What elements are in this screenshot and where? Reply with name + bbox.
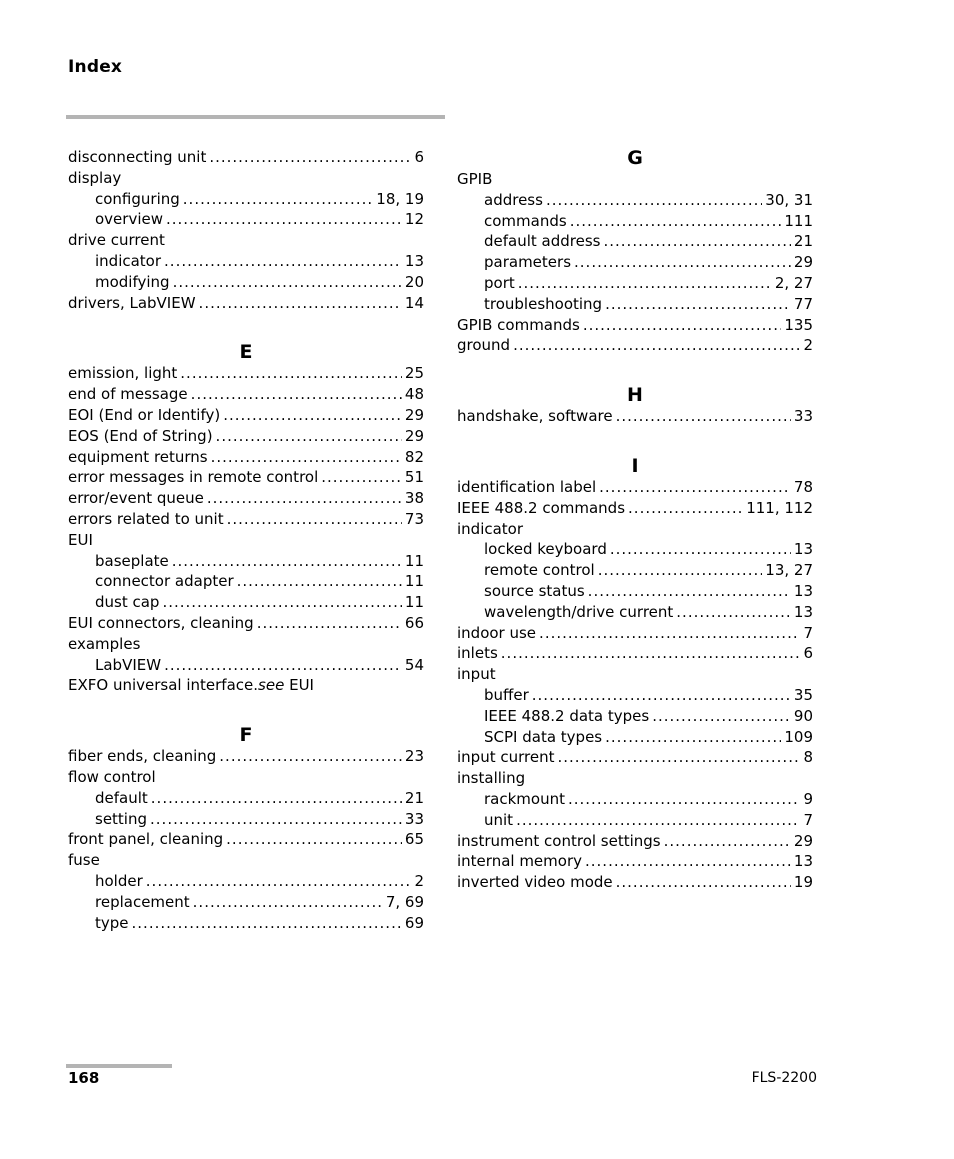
entry-term: type xyxy=(95,913,129,932)
index-section xyxy=(68,341,424,696)
entry-term: error messages in remote control xyxy=(68,468,319,487)
index-subentry xyxy=(457,252,813,273)
index-entry xyxy=(68,230,424,251)
entry-pages: 78 xyxy=(793,477,813,496)
entry-term: ground xyxy=(457,336,511,355)
entry-term: input xyxy=(457,665,496,684)
entry-pages: 2, 27 xyxy=(774,273,813,292)
entry-term: wavelength/drive current xyxy=(484,602,674,621)
index-entry xyxy=(457,623,813,644)
dot-leader xyxy=(610,539,791,560)
entry-pages: 109 xyxy=(784,727,813,746)
index-subentry xyxy=(68,892,424,913)
dot-leader xyxy=(605,294,791,315)
index-entry xyxy=(457,643,813,664)
dot-leader xyxy=(532,685,791,706)
index-entry xyxy=(457,315,813,336)
entry-pages: 38 xyxy=(404,489,424,508)
entry-pages: 111, 112 xyxy=(746,498,813,517)
entry-term: EOI (End or Identify) xyxy=(68,405,221,424)
entry-term: equipment returns xyxy=(68,447,208,466)
index-section xyxy=(457,455,813,893)
entry-pages: 29 xyxy=(404,426,424,445)
entry-pages: 13 xyxy=(793,852,813,871)
entry-term: indicator xyxy=(95,251,162,270)
index-entry xyxy=(68,675,424,696)
dot-leader xyxy=(321,467,402,488)
dot-leader xyxy=(616,872,791,893)
entry-term: baseplate xyxy=(95,551,169,570)
index-entry xyxy=(457,831,813,852)
index-subentry xyxy=(68,655,424,676)
entry-term: locked keyboard xyxy=(484,540,607,559)
see-target: EUI xyxy=(289,676,314,695)
index-entry xyxy=(457,335,813,356)
dot-leader xyxy=(209,147,411,168)
index-entry xyxy=(457,768,813,789)
dot-leader xyxy=(216,426,402,447)
see-reference: see xyxy=(258,676,285,695)
entry-pages: 7 xyxy=(803,810,813,829)
page-title: Index xyxy=(68,57,123,77)
entry-pages: 6 xyxy=(803,644,813,663)
entry-term: GPIB xyxy=(457,170,493,188)
entry-term: replacement xyxy=(95,892,190,911)
entry-pages: 7 xyxy=(803,623,813,642)
entry-pages: 11 xyxy=(404,551,424,570)
entry-pages: 13 xyxy=(404,251,424,270)
dot-leader xyxy=(191,384,402,405)
entry-term: EOS (End of String) xyxy=(68,426,213,445)
entry-pages: 65 xyxy=(404,830,424,849)
entry-pages: 2 xyxy=(414,871,424,890)
index-subentry xyxy=(457,560,813,581)
entry-pages: 77 xyxy=(793,294,813,313)
entry-pages: 13, 27 xyxy=(765,561,813,580)
dot-leader xyxy=(172,551,402,572)
dot-leader xyxy=(226,829,402,850)
entry-pages: 23 xyxy=(404,747,424,766)
entry-pages: 11 xyxy=(404,593,424,612)
dot-leader xyxy=(223,405,402,426)
index-entry xyxy=(457,519,813,540)
index-entry xyxy=(68,613,424,634)
index-subentry xyxy=(68,551,424,572)
entry-term: examples xyxy=(68,634,141,653)
dot-leader xyxy=(513,335,800,356)
entry-pages: 8 xyxy=(803,748,813,767)
entry-term: SCPI data types xyxy=(484,727,603,746)
entry-term: handshake, software xyxy=(457,407,613,426)
index-subentry xyxy=(68,913,424,934)
index-subentry xyxy=(68,209,424,230)
entry-term: inverted video mode xyxy=(457,873,613,892)
entry-pages: 7, 69 xyxy=(385,892,424,911)
entry-term: port xyxy=(484,273,515,292)
index-entry xyxy=(457,498,813,519)
dot-leader xyxy=(162,592,401,613)
dot-leader xyxy=(257,613,402,634)
dot-leader xyxy=(676,602,791,623)
index-subentry xyxy=(457,231,813,252)
entry-pages: 19 xyxy=(793,873,813,892)
dot-leader xyxy=(539,623,800,644)
index-entry xyxy=(68,634,424,655)
dot-leader xyxy=(516,810,800,831)
index-entry xyxy=(457,406,813,427)
index-entry xyxy=(457,872,813,893)
section-letter: F xyxy=(239,724,253,747)
entry-term: errors related to unit xyxy=(68,509,224,528)
index-entry xyxy=(68,384,424,405)
entry-term: input current xyxy=(457,748,555,767)
dot-leader xyxy=(237,571,402,592)
index-entry xyxy=(457,477,813,498)
entry-term: indicator xyxy=(457,519,524,538)
dot-leader xyxy=(227,509,402,530)
index-subentry xyxy=(457,810,813,831)
dot-leader xyxy=(588,581,791,602)
dot-leader xyxy=(164,251,402,272)
entry-term: overview xyxy=(95,210,163,229)
entry-pages: 9 xyxy=(803,789,813,808)
entry-pages: 69 xyxy=(404,913,424,932)
index-entry xyxy=(68,530,424,551)
index-subentry xyxy=(68,251,424,272)
entry-pages: 21 xyxy=(404,788,424,807)
entry-term: buffer xyxy=(484,685,529,704)
entry-pages: 29 xyxy=(793,831,813,850)
entry-pages: 21 xyxy=(793,232,813,251)
index-subentry xyxy=(457,685,813,706)
index-subentry xyxy=(457,211,813,232)
entry-term: rackmount xyxy=(484,789,565,808)
footer-divider xyxy=(66,1064,172,1068)
dot-leader xyxy=(211,447,402,468)
entry-pages: 73 xyxy=(404,509,424,528)
entry-term: EXFO universal interface. xyxy=(68,676,259,695)
index-section xyxy=(68,724,424,933)
index-subentry xyxy=(68,272,424,293)
entry-term: EUI connectors, cleaning xyxy=(68,613,254,632)
dot-leader xyxy=(664,831,791,852)
entry-pages: 18, 19 xyxy=(376,189,424,208)
entry-term: fiber ends, cleaning xyxy=(68,747,217,766)
entry-term: internal memory xyxy=(457,852,582,871)
entry-pages: 6 xyxy=(414,148,424,166)
entry-pages: 35 xyxy=(793,685,813,704)
index-subentry xyxy=(68,592,424,613)
index-entry xyxy=(68,168,424,189)
index-subentry xyxy=(68,809,424,830)
dot-leader xyxy=(173,272,402,293)
page-number: 168 xyxy=(68,1069,100,1087)
index-subentry xyxy=(457,190,813,211)
index-entry xyxy=(68,363,424,384)
entry-term: holder xyxy=(95,871,143,890)
index-entry xyxy=(457,851,813,872)
entry-term: default xyxy=(95,788,148,807)
entry-term: flow control xyxy=(68,767,156,786)
entry-term: fuse xyxy=(68,851,100,870)
index-subentry xyxy=(457,727,813,748)
entry-term: instrument control settings xyxy=(457,831,661,850)
entry-term: drivers, LabVIEW xyxy=(68,293,196,312)
entry-term: EUI xyxy=(68,530,93,549)
entry-term: drive current xyxy=(68,231,165,250)
dot-leader xyxy=(585,851,791,872)
entry-term: installing xyxy=(457,769,526,788)
index-section xyxy=(457,147,813,356)
index-entry xyxy=(68,405,424,426)
section-letter: H xyxy=(627,384,643,407)
dot-leader xyxy=(574,252,791,273)
dot-leader xyxy=(501,643,801,664)
entry-term: disconnecting unit xyxy=(68,148,207,166)
dot-leader xyxy=(568,789,800,810)
entry-term: unit xyxy=(484,810,514,829)
dot-leader xyxy=(183,189,374,210)
dot-leader xyxy=(603,231,790,252)
entry-pages: 111 xyxy=(784,211,813,230)
index-subentry xyxy=(68,189,424,210)
entry-pages: 90 xyxy=(793,706,813,725)
entry-term: error/event queue xyxy=(68,489,204,508)
entry-pages: 48 xyxy=(404,385,424,404)
index-subentry xyxy=(457,539,813,560)
index-subentry xyxy=(457,273,813,294)
index-subentry xyxy=(457,789,813,810)
entry-pages: 29 xyxy=(404,405,424,424)
entry-term: IEEE 488.2 commands xyxy=(457,498,626,517)
index-entry xyxy=(68,767,424,788)
entry-pages: 25 xyxy=(404,364,424,383)
index-entry xyxy=(68,293,424,314)
index-subentry xyxy=(68,571,424,592)
dot-leader xyxy=(546,190,762,211)
header-divider xyxy=(66,115,445,119)
section-letter: G xyxy=(627,147,643,169)
entry-term: modifying xyxy=(95,272,170,291)
index-subentry xyxy=(457,706,813,727)
entry-term: setting xyxy=(95,809,148,828)
dot-leader xyxy=(652,706,791,727)
entry-term: dust cap xyxy=(95,593,160,612)
entry-term: inlets xyxy=(457,644,498,663)
entry-pages: 14 xyxy=(404,293,424,312)
index-entry xyxy=(68,447,424,468)
entry-term: display xyxy=(68,168,122,187)
dot-leader xyxy=(180,363,402,384)
index-section xyxy=(68,147,424,313)
entry-term: front panel, cleaning xyxy=(68,830,224,849)
dot-leader xyxy=(616,406,791,427)
dot-leader xyxy=(164,655,402,676)
dot-leader xyxy=(146,871,412,892)
index-column-left xyxy=(68,147,424,933)
section-letter: I xyxy=(631,454,639,477)
entry-term: source status xyxy=(484,581,585,600)
index-subentry xyxy=(457,581,813,602)
entry-pages: 13 xyxy=(793,581,813,600)
index-entry xyxy=(68,509,424,530)
entry-term: default address xyxy=(484,232,601,251)
entry-term: indoor use xyxy=(457,623,537,642)
entry-term: configuring xyxy=(95,189,180,208)
entry-term: connector adapter xyxy=(95,572,234,591)
index-entry xyxy=(457,747,813,768)
index-subentry xyxy=(457,294,813,315)
dot-leader xyxy=(193,892,383,913)
dot-leader xyxy=(132,913,402,934)
entry-term: GPIB commands xyxy=(457,315,580,334)
index-column-right xyxy=(457,147,813,893)
section-letter: E xyxy=(239,341,253,364)
entry-term: identification label xyxy=(457,477,597,496)
dot-leader xyxy=(605,727,781,748)
entry-pages: 33 xyxy=(793,407,813,426)
dot-leader xyxy=(570,211,782,232)
entry-term: LabVIEW xyxy=(95,655,162,674)
index-entry xyxy=(68,467,424,488)
index-entry xyxy=(457,169,813,190)
index-entry xyxy=(68,746,424,767)
entry-pages: 82 xyxy=(404,447,424,466)
entry-pages: 13 xyxy=(793,602,813,621)
dot-leader xyxy=(583,315,782,336)
entry-term: end of message xyxy=(68,385,188,404)
dot-leader xyxy=(151,788,402,809)
index-entry xyxy=(68,147,424,168)
entry-pages: 13 xyxy=(793,540,813,559)
index-section xyxy=(457,384,813,427)
dot-leader xyxy=(598,560,763,581)
entry-term: commands xyxy=(484,211,567,230)
entry-pages: 20 xyxy=(404,272,424,291)
entry-pages: 2 xyxy=(803,336,813,355)
entry-term: emission, light xyxy=(68,364,178,383)
dot-leader xyxy=(166,209,402,230)
index-subentry xyxy=(68,788,424,809)
entry-pages: 30, 31 xyxy=(765,190,813,209)
index-entry xyxy=(68,426,424,447)
dot-leader xyxy=(150,809,402,830)
entry-pages: 51 xyxy=(404,468,424,487)
dot-leader xyxy=(518,273,772,294)
dot-leader xyxy=(628,498,743,519)
entry-pages: 135 xyxy=(784,315,813,334)
index-entry xyxy=(68,829,424,850)
entry-term: remote control xyxy=(484,561,595,580)
dot-leader xyxy=(219,746,402,767)
entry-pages: 12 xyxy=(404,210,424,229)
entry-pages: 66 xyxy=(404,613,424,632)
index-subentry xyxy=(457,602,813,623)
index-entry xyxy=(68,850,424,871)
document-id: FLS-2200 xyxy=(751,1070,817,1086)
entry-pages: 11 xyxy=(404,572,424,591)
index-subentry xyxy=(68,871,424,892)
entry-term: address xyxy=(484,190,543,209)
entry-term: IEEE 488.2 data types xyxy=(484,706,650,725)
dot-leader xyxy=(557,747,800,768)
entry-pages: 54 xyxy=(404,655,424,674)
index-entry xyxy=(68,488,424,509)
entry-pages: 33 xyxy=(404,809,424,828)
dot-leader xyxy=(207,488,402,509)
index-entry xyxy=(457,664,813,685)
entry-term: troubleshooting xyxy=(484,294,603,313)
dot-leader xyxy=(199,293,402,314)
entry-pages: 29 xyxy=(793,253,813,272)
dot-leader xyxy=(599,477,791,498)
entry-term: parameters xyxy=(484,253,572,272)
